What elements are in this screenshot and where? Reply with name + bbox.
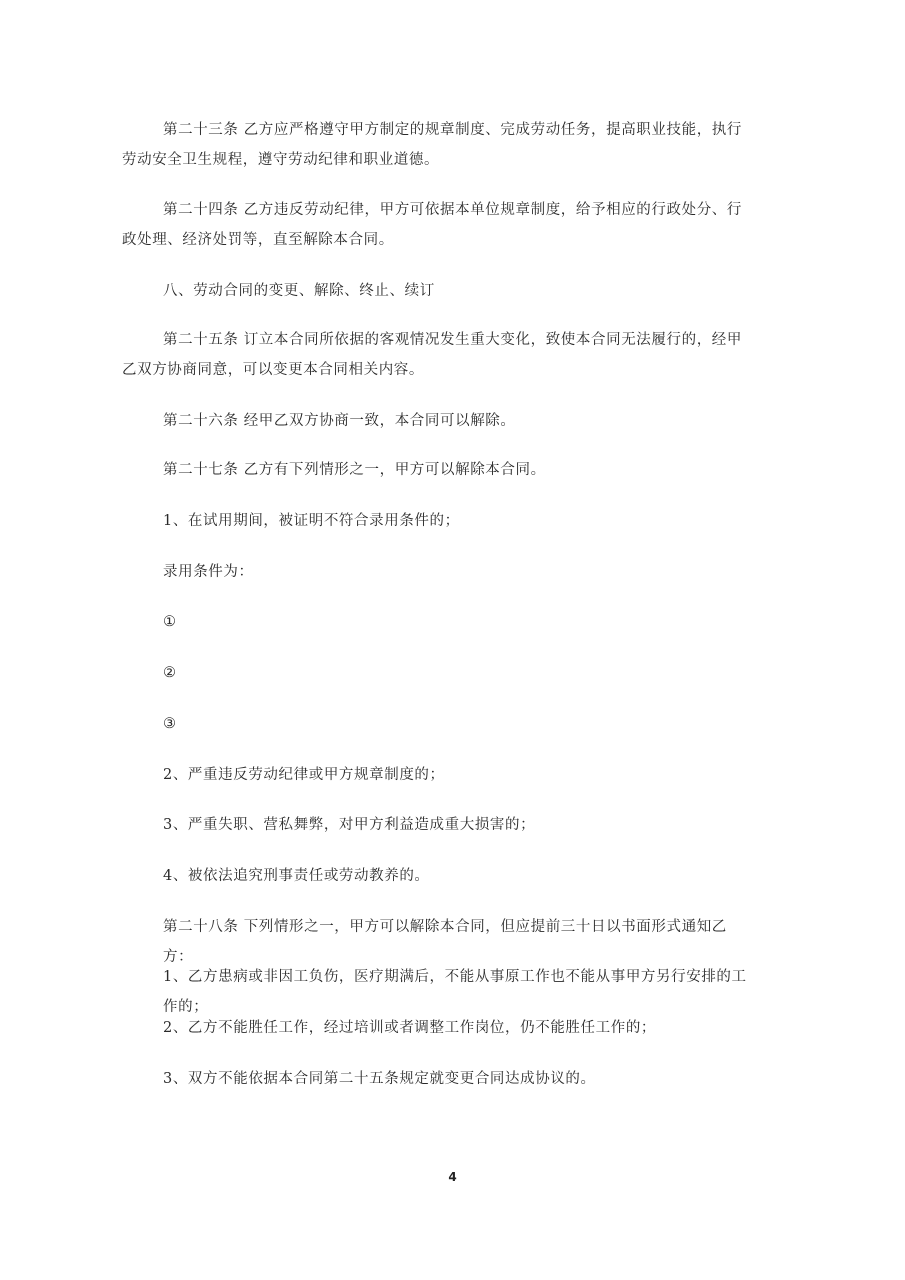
article-27-item-3: 3、严重失职、营私舞弊，对甲方利益造成重大损害的； [163, 817, 536, 833]
article-27-item-2: 2、严重违反劳动纪律或甲方规章制度的； [163, 767, 445, 783]
article-28-item-2: 2、乙方不能胜任工作，经过培训或者调整工作岗位，仍不能胜任工作的； [163, 1020, 657, 1036]
article-28-item-3: 3、双方不能依据本合同第二十五条规定就变更合同达成协议的。 [163, 1071, 596, 1087]
hiring-condition-3: ③ [163, 716, 177, 732]
hiring-conditions-label: 录用条件为： [163, 564, 254, 580]
article-27-item-4: 4、被依法追究刑事责任或劳动教养的。 [163, 868, 430, 884]
hiring-condition-1: ① [163, 614, 177, 630]
article-27: 第二十七条 乙方有下列情形之一，甲方可以解除本合同。 [163, 462, 546, 478]
article-26: 第二十六条 经甲乙双方协商一致，本合同可以解除。 [163, 413, 516, 429]
section-heading-8: 八、劳动合同的变更、解除、终止、续订 [163, 283, 435, 299]
article-28: 第二十八条 下列情形之一，甲方可以解除本合同，但应提前三十日以书面形式通知乙方： [163, 919, 727, 965]
hiring-condition-2: ② [163, 665, 177, 681]
page-number: 4 [448, 1170, 457, 1184]
article-28-item-1: 1、乙方患病或非因工负伤，医疗期满后，不能从事原工作也不能从事甲方另行安排的工作的； [163, 969, 747, 1015]
article-24: 第二十四条 乙方违反劳动纪律，甲方可依据本单位规章制度，给予相应的行政处分、行政处理、经济处罚等，直至解除本合同。 [122, 202, 743, 248]
article-23: 第二十三条 乙方应严格遵守甲方制定的规章制度、完成劳动任务，提高职业技能，执行劳动安全卫生规程，遵守劳动纪律和职业道德。 [122, 122, 743, 168]
article-25: 第二十五条 订立本合同所依据的客观情况发生重大变化，致使本合同无法履行的，经甲乙双方协商同意，可以变更本合同相关内容。 [122, 332, 743, 378]
article-27-item-1: 1、在试用期间，被证明不符合录用条件的； [163, 513, 460, 529]
